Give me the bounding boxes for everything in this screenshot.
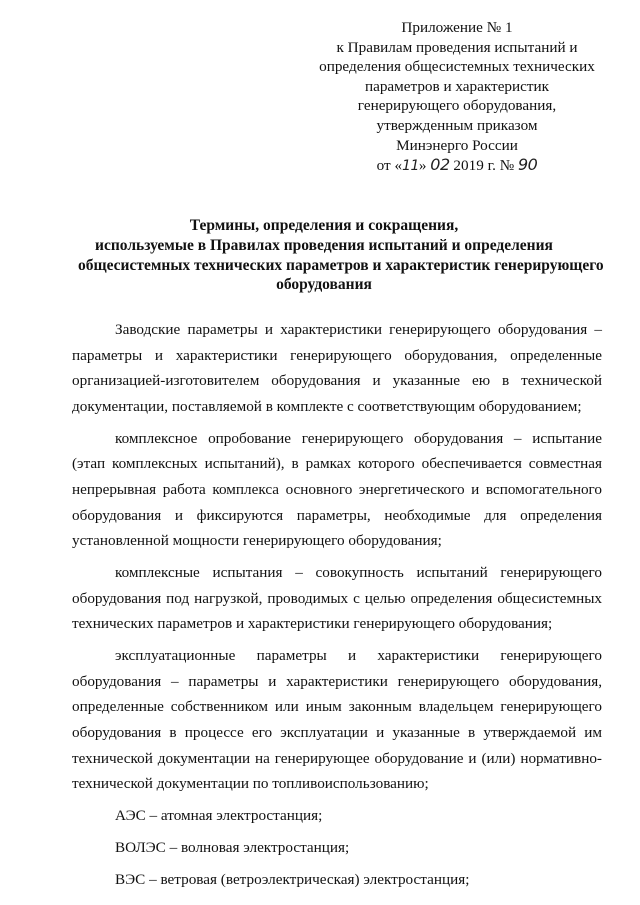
appendix-line: генерирующего оборудования, [357, 97, 557, 115]
handwritten-month: 02 [430, 155, 450, 175]
appendix-header [312, 18, 602, 177]
handwritten-order-number: 90 [518, 155, 538, 175]
definition-paragraph: комплексное опробование генерирующего оборудования – испытание (этап комплексных испытаний), в рамках которого обеспечивается совместная непрерывная работа комплекса основного энергетического и вспомогательного оборудования и фиксируются параметры, необходимые для определения установленной мощности генерирующего оборудования; [72, 429, 602, 550]
heading-line: оборудования [276, 276, 372, 294]
date-prefix: от « [376, 157, 403, 175]
appendix-line: параметров и характеристик [364, 77, 550, 95]
appendix-title: Приложение № 1 [401, 19, 513, 36]
appendix-line: определения общесистемных технических [319, 58, 595, 76]
document-heading [78, 216, 604, 295]
appendix-line: утвержденным приказом [376, 116, 538, 134]
date-mid: » [418, 157, 427, 175]
appendix-line: к Правилам проведения испытаний и [336, 38, 578, 56]
abbreviation-item: ВОЛЭС – волновая электростанция; [115, 839, 350, 857]
date-year: 2019 г. № [453, 157, 515, 175]
heading-line: общесистемных технических параметров и характеристик генерирующего [78, 256, 604, 274]
order-date-line [312, 155, 602, 177]
appendix-line: Минэнерго России [396, 136, 518, 154]
heading-line: используемые в Правилах проведения испытаний и определения [95, 236, 553, 254]
handwritten-day: 11 [402, 158, 419, 175]
definition-paragraph: Заводские параметры и характеристики генерирующего оборудования – параметры и характеристики генерирующего оборудования, определенные организацией-изготовителем оборудования и указанные ею в технической документации, поставляемой в комплекте с соответствующим оборудованием; [72, 321, 602, 415]
heading-line: Термины, определения и сокращения, [189, 217, 459, 234]
document-body [72, 317, 602, 899]
definition-paragraph: комплексные испытания – совокупность испытаний генерирующего оборудования под нагрузкой, проводимых с целью определения общесистемных технических параметров и характеристики генерирующего оборудования; [72, 564, 602, 633]
abbreviation-item: ВЭС – ветровая (ветроэлектрическая) электростанция; [115, 871, 470, 889]
definition-paragraph: эксплуатационные параметры и характеристики генерирующего оборудования – параметры и характеристики генерирующего оборудования, определенные собственником или иным законным владельцем генерирующего оборудования в процессе его эксплуатации и указанные в утверждаемой им технической документации на генерирующее оборудование и (или) нормативно-технической документации по топливоиспользованию; [72, 647, 602, 793]
abbreviation-item: АЭС – атомная электростанция; [115, 807, 323, 825]
